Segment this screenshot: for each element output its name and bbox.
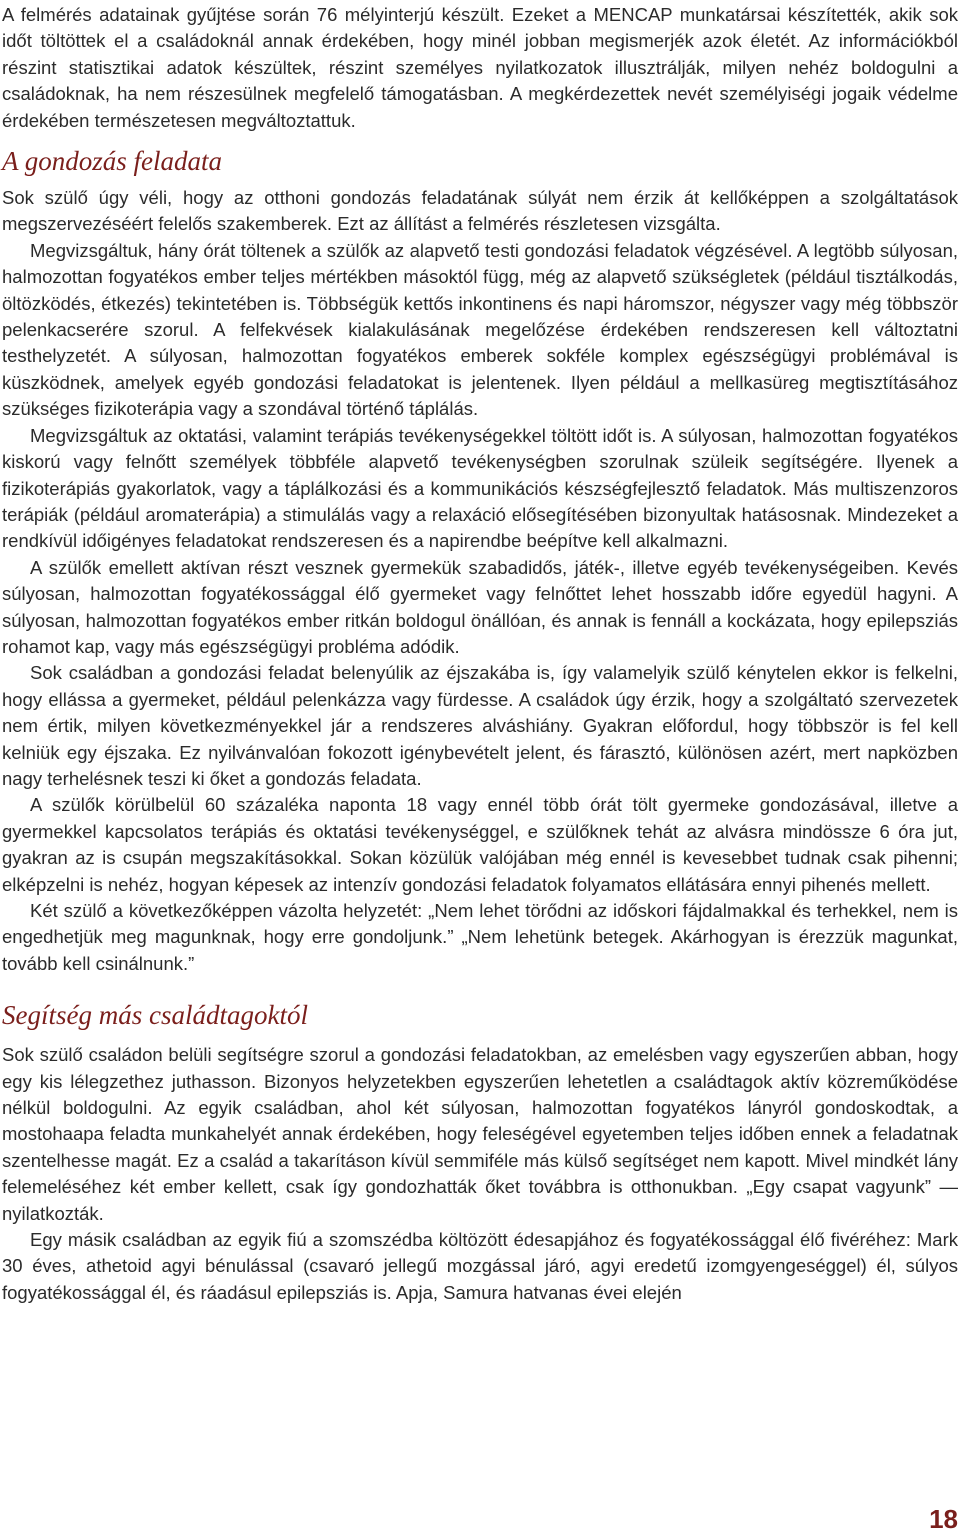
paragraph: Sok családban a gondozási feladat belenyúlik az éjszakába is, így valamelyik szülő kénytelen ekkor is felkelni, hogy ellássa a gyermeket, például pelenkázza vagy fürdesse. A családok úgy érzik, hogy a szolgáltató szervezetek nem értik, milyen következményekkel jár a rendszeres alváshiány. Gyakran előfordul, hogy többször is fel kell kelniük egy éjszaka. Ez nyilvánvalóan fokozott igénybevételt jelent, és fárasztó, különösen azért, mert napközben nagy terhelésnek teszi ki őket a gondozás feladata. bbox=[2, 662, 958, 789]
intro-paragraph: A felmérés adatainak gyűjtése során 76 mélyinterjú készült. Ezeket a MENCAP munkatársai készítették, akik sok időt töltöttek el a családoknál annak érdekében, hogy minél jobban megismerjék azok életét. Az információkból részint statisztikai adatok készültek, részint személyes nyilatkozatok illusztrálják, milyen nehéz boldogulni a családoknak, ha nem részesülnek megfelelő támogatásban. A megkérdezettek nevét személyiségi jogaik védelme érdekében természetesen megváltoztattuk. bbox=[2, 4, 958, 131]
paragraph: A szülők körülbelül 60 százaléka naponta 18 vagy ennél több órát tölt gyermeke gondozásával, illetve a gyermekkel kapcsolatos terápiás és oktatási tevékenységgel, e szülőknek tehát az alvásra mindössze 6 óra jut, gyakran az is csupán megszakításokkal. Sokan közülük valójában még ennél is kevesebbet tudnak csak pihenni; elképzelni is nehéz, hogyan képesek az intenzív gondozási feladatok folyamatos ellátására ennyi pihenés mellett. bbox=[2, 794, 958, 895]
paragraph: A szülők emellett aktívan részt vesznek gyermekük szabadidős, játék-, illetve egyéb tevékenységeiben. Kevés súlyosan, halmozottan fogyatékossággal élő gyermeket vagy felnőttet lehet hosszabb időre egyedül hagyni. A súlyosan, halmozottan fogyatékos ember ritkán boldogul önállóan, és annak is fennáll a kockázata, hogy epilepsziás rohamot kap, vagy más egészségügyi probléma adódik. bbox=[2, 556, 958, 657]
section-heading-gondozas: A gondozás feladata bbox=[2, 146, 223, 177]
paragraph: Egy másik családban az egyik fiú a szomszédba költözött édesapjához és fogyatékossággal élő fivéréhez: Mark 30 éves, athetoid agyi bénulással (csavaró jellegű mozgással járó, agyi eredetű izomgyengeséggel) él, súlyos fogyatékossággal él, és ráadásul epilepsziás is. Apja, Samura hatvanas évei elején bbox=[2, 1229, 958, 1303]
paragraph: Sok szülő úgy véli, hogy az otthoni gondozás feladatának súlyát nem érzik át kellőképpen a szolgáltatások megszervezéséért felelős szakemberek. Ezt az állítást a felmérés részletesen vizsgálta. bbox=[2, 187, 958, 235]
paragraph: Sok szülő családon belüli segítségre szorul a gondozási feladatokban, az emelésben vagy egyszerűen abban, hogy egy kis lélegzethez juthasson. Bizonyos helyzetekben egyszerűen lehetetlen a családtagok aktív közreműködése nélkül boldogulni. Az egyik családban, ahol két súlyosan, halmozottan fogyatékos lányról gondoskodtak, a mostohaapa feladta munkahelyét annak érdekében, hogy feleségével egyetemben teljes időben ennek a feladatnak szentelhesse magát. Ez a család a takarításon kívül semmiféle más külső segítséget nem kapott. Mivel mindkét lány felemeléséhez két ember kellett, csak így gondozhatták őket továbbra is otthonukban. „Egy csapat vagyunk” — nyilatkozták. bbox=[2, 1044, 958, 1224]
paragraph: Megvizsgáltuk, hány órát töltenek a szülők az alapvető testi gondozási feladatok végzésével. A legtöbb súlyosan, halmozottan fogyatékos ember teljes mértékben másoktól függ, még az alapvető szükségletek (például tisztálkodás, öltözködés, étkezés) tekintetében is. Többségük kettős inkontinens és napi háromszor, négyszer vagy még többször pelenkacserére szorul. A felfekvések kialakulásának megelőzése érdekében rendszeresen kell változtatni testhelyzetét. A súlyosan, halmozottan fogyatékos emberek sokféle komplex egészségügyi problémával is küszködnek, amelyek egyéb gondozási feladatokat is jelentenek. Ilyen például a mellkasüreg megtisztításához szükséges fizikoterápia vagy a szondával történő táplálás. bbox=[2, 239, 958, 420]
paragraph: Megvizsgáltuk az oktatási, valamint terápiás tevékenységekkel töltött időt is. A súlyosan, halmozottan fogyatékos kiskorú vagy felnőtt személyek többféle alapvető tevékenységben szorulnak szüleik segítségére. Ilyenek a fizikoterápiás gyakorlatok, vagy a táplálkozási és a kommunikációs készségfejlesztő feladatok. Más multiszenzoros terápiák (például aromaterápia) a stimulálás vagy a relaxáció elősegítésében bizonyultak hatásosnak. Mindezeket a rendkívül időigényes feladatokat rendszeresen és a napirendbe beépítve kell alkalmazni. bbox=[2, 424, 958, 552]
paragraph: Két szülő a következőképpen vázolta helyzetét: „Nem lehet törődni az időskori fájdalmakkal és terhekkel, nem is engedhetjük meg magunknak, hogy erre gondoljunk.” „Nem lehetünk betegek. Akárhogyan is érezzük magunkat, tovább kell csinálnunk.” bbox=[2, 900, 958, 974]
section-heading-segitseg: Segítség más családtagoktól bbox=[2, 1000, 308, 1031]
page-number: 18 bbox=[929, 1504, 958, 1534]
